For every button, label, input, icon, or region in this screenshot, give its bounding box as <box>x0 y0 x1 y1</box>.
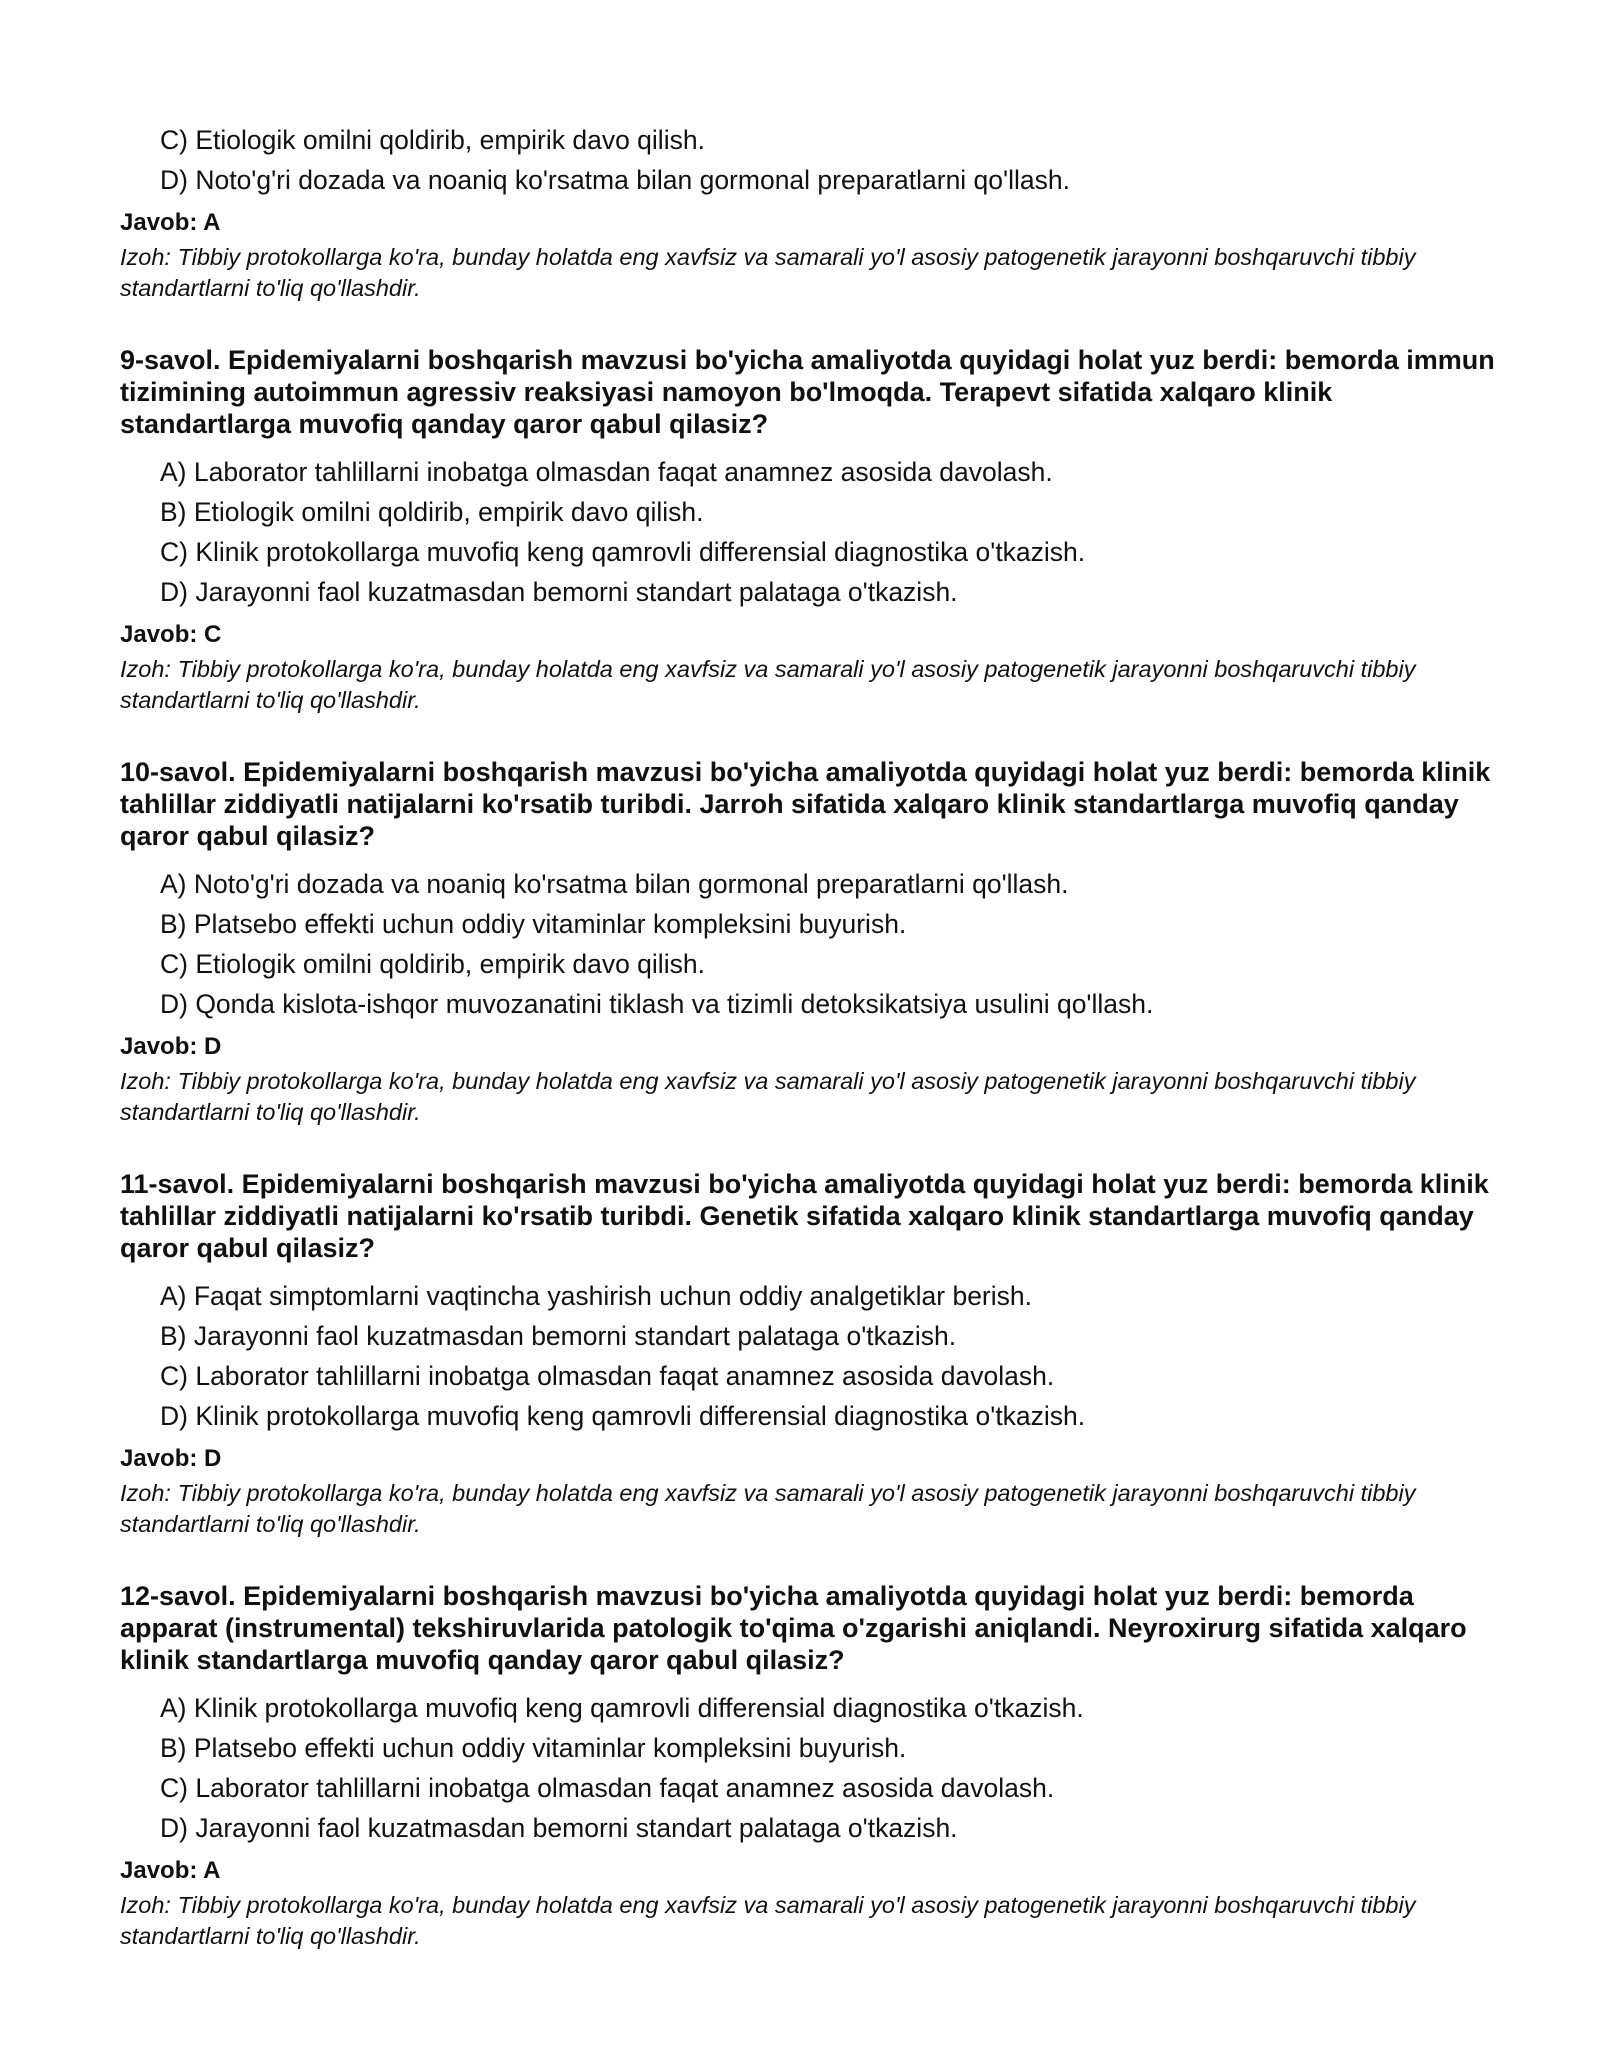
answer-key: Javob: C <box>120 621 222 648</box>
answer-option: C) Etiologik omilni qoldirib, empirik davo qilish. <box>160 949 705 979</box>
answer-option: D) Qonda kislota-ishqor muvozanatini tiklash va tizimli detoksikatsiya usulini qo'llash. <box>160 989 1154 1019</box>
answer-option: B) Platsebo effekti uchun oddiy vitaminlar kompleksini buyurish. <box>160 909 907 939</box>
question-10 <box>120 756 1500 1128</box>
answer-option: B) Etiologik omilni qoldirib, empirik davo qilish. <box>160 497 704 527</box>
answer-option: A) Laborator tahlillarni inobatga olmasdan faqat anamnez asosida davolash. <box>160 457 1053 487</box>
question-title: 12-savol. Epidemiyalarni boshqarish mavzusi bo'yicha amaliyotda quyidagi holat yuz berdi: bemorda apparat (instrumental) tekshiruvlarida patologik to'qima o'zgarishi aniqlandi. Neyroxirurg sifatida xalqaro klinik standartlarga muvofiq qanday qaror qabul qilasiz? <box>120 1581 1467 1675</box>
answer-option: B) Jarayonni faol kuzatmasdan bemorni standart palataga o'tkazish. <box>160 1321 957 1351</box>
answer-key: Javob: A <box>120 209 221 236</box>
explanation-note: Izoh: Tibbiy protokollarga ko'ra, bunday holatda eng xavfsiz va samarali yo'l asosiy patogenetik jarayonni boshqaruvchi tibbiy standartlarni to'liq qo'llashdir. <box>120 656 1416 713</box>
answer-key: Javob: D <box>120 1033 222 1060</box>
answer-option: C) Laborator tahlillarni inobatga olmasdan faqat anamnez asosida davolash. <box>160 1361 1055 1391</box>
explanation-note: Izoh: Tibbiy protokollarga ko'ra, bunday holatda eng xavfsiz va samarali yo'l asosiy patogenetik jarayonni boshqaruvchi tibbiy standartlarni to'liq qo'llashdir. <box>120 244 1416 301</box>
document-page <box>120 120 1500 1952</box>
question-title: 11-savol. Epidemiyalarni boshqarish mavzusi bo'yicha amaliyotda quyidagi holat yuz berdi: bemorda klinik tahlillar ziddiyatli natijalarni ko'rsatib turibdi. Genetik sifatida xalqaro klinik standartlarga muvofiq qanday qaror qabul qilasiz? <box>120 1169 1489 1263</box>
explanation-note: Izoh: Tibbiy protokollarga ko'ra, bunday holatda eng xavfsiz va samarali yo'l asosiy patogenetik jarayonni boshqaruvchi tibbiy standartlarni to'liq qo'llashdir. <box>120 1480 1416 1537</box>
question-9 <box>120 344 1500 716</box>
answer-option: D) Klinik protokollarga muvofiq keng qamrovli differensial diagnostika o'tkazish. <box>160 1401 1086 1431</box>
question-11 <box>120 1168 1500 1540</box>
question-12 <box>120 1580 1500 1952</box>
answer-option: C) Laborator tahlillarni inobatga olmasdan faqat anamnez asosida davolash. <box>160 1773 1055 1803</box>
answer-option: D) Jarayonni faol kuzatmasdan bemorni standart palataga o'tkazish. <box>160 577 958 607</box>
answer-key: Javob: D <box>120 1445 222 1472</box>
question-title: 9-savol. Epidemiyalarni boshqarish mavzusi bo'yicha amaliyotda quyidagi holat yuz berdi: bemorda immun tizimining autoimmun agressiv reaksiyasi namoyon bo'lmoqda. Terapevt sifatida xalqaro klinik standartlarga muvofiq qanday qaror qabul qilasiz? <box>120 345 1495 439</box>
answer-option: A) Noto'g'ri dozada va noaniq ko'rsatma bilan gormonal preparatlarni qo'llash. <box>160 869 1069 899</box>
answer-option: D) Noto'g'ri dozada va noaniq ko'rsatma bilan gormonal preparatlarni qo'llash. <box>160 165 1070 195</box>
answer-option: B) Platsebo effekti uchun oddiy vitaminlar kompleksini buyurish. <box>160 1733 907 1763</box>
explanation-note: Izoh: Tibbiy protokollarga ko'ra, bunday holatda eng xavfsiz va samarali yo'l asosiy patogenetik jarayonni boshqaruvchi tibbiy standartlarni to'liq qo'llashdir. <box>120 1892 1416 1949</box>
question-title: 10-savol. Epidemiyalarni boshqarish mavzusi bo'yicha amaliyotda quyidagi holat yuz berdi: bemorda klinik tahlillar ziddiyatli natijalarni ko'rsatib turibdi. Jarroh sifatida xalqaro klinik standartlarga muvofiq qanday qaror qabul qilasiz? <box>120 757 1491 851</box>
answer-option: A) Klinik protokollarga muvofiq keng qamrovli differensial diagnostika o'tkazish. <box>160 1693 1084 1723</box>
answer-option: A) Faqat simptomlarni vaqtincha yashirish uchun oddiy analgetiklar berish. <box>160 1281 1032 1311</box>
answer-option: D) Jarayonni faol kuzatmasdan bemorni standart palataga o'tkazish. <box>160 1813 958 1843</box>
carryover-block <box>120 120 1500 304</box>
answer-option: C) Etiologik omilni qoldirib, empirik davo qilish. <box>160 125 705 155</box>
answer-key: Javob: A <box>120 1857 221 1884</box>
answer-option: C) Klinik protokollarga muvofiq keng qamrovli differensial diagnostika o'tkazish. <box>160 537 1086 567</box>
explanation-note: Izoh: Tibbiy protokollarga ko'ra, bunday holatda eng xavfsiz va samarali yo'l asosiy patogenetik jarayonni boshqaruvchi tibbiy standartlarni to'liq qo'llashdir. <box>120 1068 1416 1125</box>
